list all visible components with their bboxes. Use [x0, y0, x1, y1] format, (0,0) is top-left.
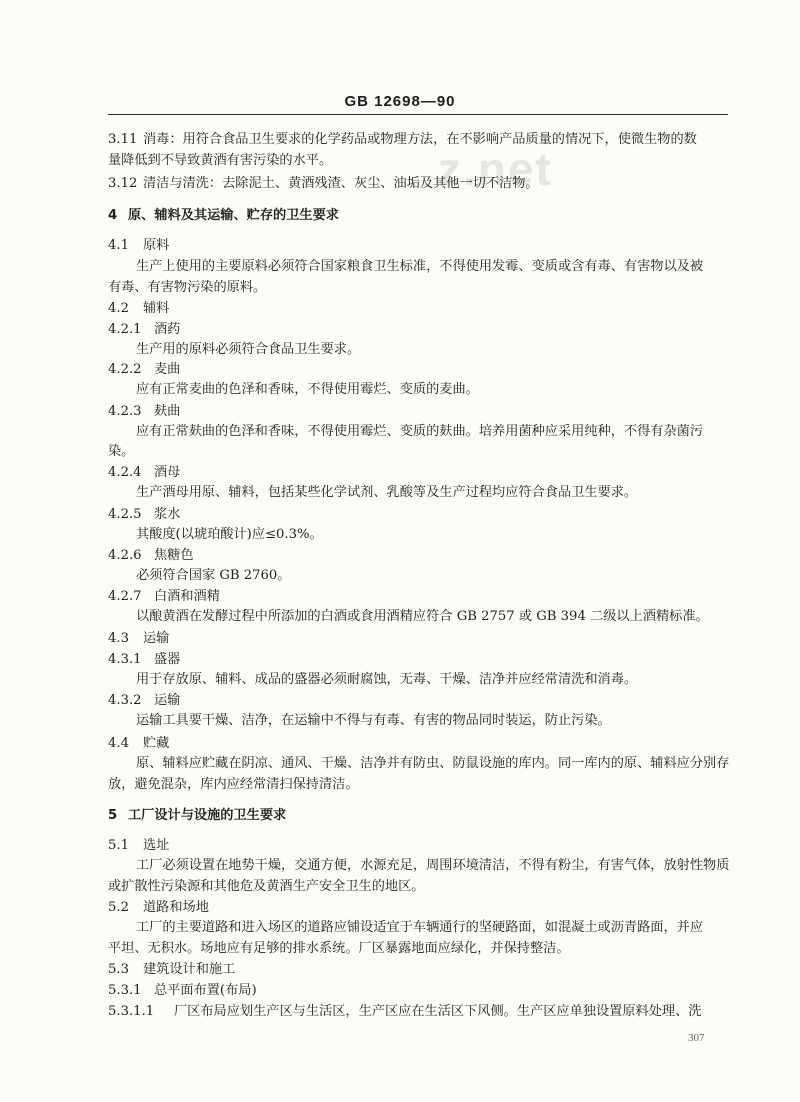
- clause-number: 4.2.2: [108, 362, 142, 377]
- clause-4-3-heading: [108, 631, 169, 647]
- clause-4-3-2-text: 运输工具要干燥、洁净，在运输中不得与有毒、有害的物品同时装运，防止污染。: [136, 713, 611, 728]
- clause-number: 5.3: [108, 962, 129, 977]
- clause-5-1-text-cont: 或扩散性污染源和其他危及黄酒生产安全卫生的地区。: [108, 879, 425, 894]
- clause-title: 原料: [143, 238, 170, 253]
- clause-4-3-1-text: 用于存放原、辅料、成品的盛器必须耐腐蚀，无毒、干燥、洁净并应经常清洗和消毒。: [136, 672, 638, 687]
- clause-3-11: [108, 132, 697, 148]
- clause-3-12: [108, 176, 539, 192]
- clause-4-2-heading: [108, 301, 169, 317]
- clause-5-1-text: 工厂必须设置在地势干燥，交通方便，水源充足，周围环境清洁，不得有粉尘，有害气体，放射性物质: [136, 858, 730, 873]
- clause-5-2-text-cont: 平坦、无积水。场地应有足够的排水系统。厂区暴露地面应绿化，并保持整洁。: [108, 941, 570, 956]
- clause-title: 建筑设计和施工: [143, 962, 236, 977]
- clause-number: 4.2: [108, 301, 129, 316]
- clause-title: 浆水: [154, 507, 181, 522]
- clause-4-3-2-heading: [108, 693, 180, 709]
- section-4-heading: [108, 208, 339, 224]
- clause-4-2-4-heading: [108, 465, 180, 481]
- clause-4-2-3-text-cont: 染。: [108, 444, 135, 459]
- clause-title: 运输: [154, 693, 181, 708]
- clause-5-3-heading: [108, 962, 235, 978]
- clause-4-2-1-text: 生产用的原料必须符合食品卫生要求。: [136, 342, 361, 357]
- clause-title: 酒母: [154, 465, 181, 480]
- clause-4-2-7-text: 以酿黄酒在发酵过程中所添加的白酒或食用酒精应符合 GB 2757 或 GB 394 二级以上酒精标准。: [136, 609, 709, 624]
- clause-5-2-text: 工厂的主要道路和进入场区的道路应铺设适宜于车辆通行的坚硬路面，如混凝土或沥青路面，并应: [136, 920, 704, 935]
- clause-4-2-6-heading: [108, 548, 194, 564]
- clause-4-1-text: 生产上使用的主要原料必须符合国家粮食卫生标准，不得使用发霉、变质或含有毒、有害物以及被: [136, 259, 704, 274]
- clause-5-2-heading: [108, 900, 209, 916]
- clause-number: 4.2.6: [108, 548, 142, 563]
- clause-number: 4.2.5: [108, 507, 142, 522]
- clause-4-2-2-heading: [108, 362, 180, 378]
- clause-5-1-heading: [108, 838, 169, 854]
- section-5-heading: [108, 808, 286, 824]
- clause-number: 5.1: [108, 838, 129, 853]
- clause-title: 总平面布置(布局): [154, 983, 257, 998]
- clause-title: 贮藏: [143, 736, 170, 751]
- clause-4-4-text: 原、辅料应贮藏在阴凉、通风、干燥、洁净并有防虫、防鼠设施的库内。同一库内的原、辅料应分别存: [136, 756, 730, 771]
- clause-title: 道路和场地: [143, 900, 209, 915]
- clause-number: 5.2: [108, 900, 129, 915]
- section-number: 4: [108, 208, 118, 223]
- clause-text: 厂区布局应划生产区与生活区，生产区应在生活区下风侧。生产区应单独设置原料处理、洗: [174, 1004, 702, 1019]
- clause-4-2-5-text: 其酸度(以琥珀酸计)应≤0.3%。: [136, 527, 323, 542]
- clause-5-3-1-1: [108, 1004, 702, 1020]
- clause-title: 麸曲: [154, 404, 181, 419]
- clause-4-2-5-heading: [108, 507, 180, 523]
- clause-number: 4.2.1: [108, 322, 142, 337]
- clause-4-2-3-text: 应有正常麸曲的色泽和香味，不得使用霉烂、变质的麸曲。培养用菌种应采用纯种，不得有杂菌污: [136, 424, 704, 439]
- clause-4-2-7-heading: [108, 589, 220, 605]
- clause-number: 4.2.7: [108, 589, 142, 604]
- clause-4-2-2-text: 应有正常麦曲的色泽和香味，不得使用霉烂、变质的麦曲。: [136, 382, 479, 397]
- clause-4-1-heading: [108, 238, 169, 254]
- clause-title: 焦糖色: [154, 548, 194, 563]
- clause-4-2-4-text: 生产酒母用原、辅料，包括某些化学试剂、乳酸等及生产过程均应符合食品卫生要求。: [136, 485, 638, 500]
- clause-text: 清洁与清洗：去除泥土、黄酒残渣、灰尘、油垢及其他一切不洁物。: [143, 176, 539, 191]
- clause-4-3-1-heading: [108, 652, 180, 668]
- standard-code-header: GB 12698—90: [344, 93, 456, 110]
- clause-title: 辅料: [143, 301, 170, 316]
- clause-number: 4.3: [108, 631, 129, 646]
- clause-number: 4.3.1: [108, 652, 142, 667]
- header-rule: [108, 114, 728, 115]
- clause-title: 酒药: [154, 322, 181, 337]
- clause-number: 4.1: [108, 238, 129, 253]
- clause-5-3-1-heading: [108, 983, 257, 999]
- clause-4-4-text-cont: 放，避免混杂，库内应经常清扫保持清洁。: [108, 777, 359, 792]
- clause-title: 选址: [143, 838, 170, 853]
- section-number: 5: [108, 808, 118, 823]
- clause-number: 4.2.3: [108, 404, 142, 419]
- section-title: 工厂设计与设施的卫生要求: [128, 808, 287, 823]
- clause-title: 白酒和酒精: [154, 589, 220, 604]
- clause-text: 消毒：用符合食品卫生要求的化学药品或物理方法，在不影响产品质量的情况下，使微生物的数: [143, 132, 697, 147]
- clause-number: 4.3.2: [108, 693, 142, 708]
- clause-4-2-1-heading: [108, 322, 180, 338]
- clause-3-11-cont: 量降低到不导致黄酒有害污染的水平。: [108, 153, 333, 168]
- clause-title: 运输: [143, 631, 170, 646]
- section-title: 原、辅料及其运输、贮存的卫生要求: [128, 208, 339, 223]
- clause-number: 4.4: [108, 736, 129, 751]
- clause-number: 5.3.1.1: [108, 1004, 155, 1019]
- clause-number: 3.11: [108, 132, 138, 147]
- clause-4-2-3-heading: [108, 404, 180, 420]
- watermark: z.net: [438, 143, 553, 195]
- clause-number: 5.3.1: [108, 983, 142, 998]
- clause-4-1-text-cont: 有毒、有害物污染的原料。: [108, 280, 267, 295]
- clause-title: 麦曲: [154, 362, 181, 377]
- clause-4-2-6-text: 必须符合国家 GB 2760。: [136, 568, 291, 583]
- page-number: 307: [688, 1032, 705, 1044]
- clause-4-4-heading: [108, 736, 169, 752]
- clause-number: 3.12: [108, 176, 138, 191]
- clause-number: 4.2.4: [108, 465, 142, 480]
- clause-title: 盛器: [154, 652, 181, 667]
